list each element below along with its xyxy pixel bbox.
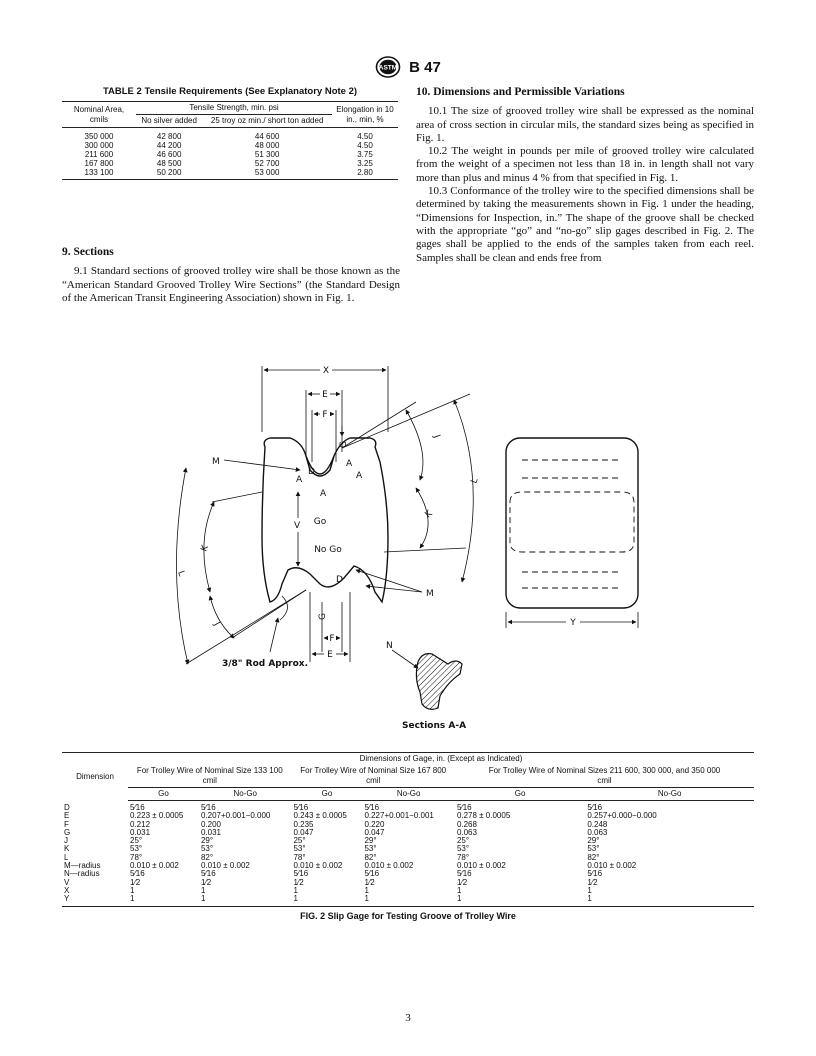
table-cell: 4.50 — [357, 141, 373, 150]
section-10 — [416, 86, 754, 265]
table-cell: 0.200 — [200, 819, 221, 829]
section-a-a — [386, 641, 466, 731]
table-row — [62, 150, 398, 159]
gage-side-view — [506, 438, 638, 608]
table-cell: 5⁄16 — [364, 803, 380, 812]
table-cell: 0.031 — [130, 827, 151, 837]
label-a-2: A — [346, 459, 353, 469]
table-cell: 78° — [456, 852, 470, 862]
table-row — [62, 837, 754, 845]
svg-text:K: K — [423, 508, 435, 521]
table-cell: 5⁄16 — [456, 869, 472, 879]
table-cell: 53° — [456, 844, 470, 854]
svg-text:L: L — [469, 476, 481, 486]
table-cell: 78° — [293, 852, 306, 862]
table-cell: 29° — [200, 836, 214, 846]
table-cell: 4.50 — [357, 132, 373, 141]
table-cell: 1 — [293, 885, 298, 895]
table-cell: 3.75 — [357, 150, 373, 159]
table-cell: 0.223 ± 0.0005 — [130, 811, 184, 821]
paragraph-10-1: 10.1 The size of grooved trolley wire shall be expressed as the nominal area of cross section in circular mils, the standard sizes being as specified in Fig. 1. — [416, 105, 754, 144]
table-cell: 1 — [128, 895, 199, 906]
table-cell: 44 200 — [156, 141, 182, 150]
table-cell: 44 600 — [254, 132, 280, 141]
table-cell: 3.25 — [357, 159, 373, 168]
table-cell: 1⁄2 — [200, 877, 212, 887]
svg-text:L: L — [175, 569, 187, 578]
angle-arcs-right — [342, 394, 481, 582]
table-cell: 0.278 ± 0.0005 — [456, 811, 511, 821]
dimension-label: F — [64, 819, 69, 829]
label-d-top: D — [308, 467, 315, 477]
table-cell: 0.010 ± 0.002 — [293, 861, 343, 871]
table-cell: 0.212 — [130, 819, 151, 829]
table-cell: 211 600 — [84, 150, 114, 159]
table-cell: 50 200 — [136, 168, 202, 180]
table-cell: 0.010 ± 0.002 — [130, 861, 179, 871]
leader-m-top — [212, 457, 300, 470]
table-cell: 78° — [130, 852, 143, 862]
label-a-3: A — [356, 471, 363, 481]
table-cell: 53° — [293, 844, 306, 854]
dimension-y — [506, 612, 638, 628]
tensile-strength-header: Tensile Strength, min. psi — [136, 102, 332, 115]
dimension-label: K — [64, 844, 70, 854]
table-cell: 1 — [587, 885, 592, 895]
tensile-table-caption: TABLE 2 Tensile Requirements (See Explanatory Note 2) — [102, 86, 358, 97]
dimension-label: M—radius — [64, 861, 101, 871]
paragraph-10-2: 10.2 The weight in pounds per mile of grooved trolley wire calculated from the weight of a specimen not less than 18 in. in length shall not vary more than plus and minus 4 % from that specified in Fig. 1. — [416, 145, 754, 184]
svg-text:3/8" Rod Approx.: 3/8" Rod Approx. — [222, 659, 309, 669]
table-row — [62, 821, 754, 829]
section-9 — [62, 246, 400, 305]
table-cell: 0.063 — [456, 827, 477, 837]
angle-arcs-left — [175, 468, 306, 664]
table-cell: 5⁄16 — [293, 869, 309, 879]
astm-logo — [375, 56, 401, 78]
table-cell: 0.047 — [293, 827, 314, 837]
table-row — [62, 879, 754, 887]
table-cell: 53° — [200, 844, 214, 854]
label-a-1: A — [296, 475, 303, 485]
figure-2-caption: FIG. 2 Slip Gage for Testing Groove of Trolley Wire — [300, 910, 516, 921]
table-cell: 1 — [364, 885, 369, 895]
table-cell: 1 — [585, 895, 754, 906]
document-header — [0, 56, 816, 78]
table-cell: 5⁄16 — [200, 803, 216, 812]
nogo-header-2: No-Go — [362, 788, 455, 801]
table-cell: 5⁄16 — [587, 803, 603, 812]
table-cell: 0.248 — [587, 819, 608, 829]
table-cell: 5⁄16 — [364, 869, 380, 879]
table-cell: 1 — [130, 885, 135, 895]
table-cell: 82° — [364, 852, 377, 862]
tensile-table-grid — [62, 101, 398, 180]
table-cell: 5⁄16 — [200, 869, 216, 879]
table-cell: 48 500 — [156, 159, 182, 168]
svg-text:M: M — [212, 457, 220, 467]
tensile-table — [62, 86, 398, 180]
table-cell: 42 800 — [156, 132, 182, 141]
table-cell: 5⁄16 — [587, 869, 603, 879]
nominal-area-header: Nominal Area, cmils — [62, 102, 136, 128]
table-row — [62, 128, 398, 142]
dimension-label: D — [64, 802, 70, 812]
svg-text:X: X — [322, 366, 330, 376]
gage-table-grid — [62, 752, 754, 907]
table-cell: 1⁄2 — [587, 877, 598, 887]
table-row — [62, 845, 754, 853]
svg-text:K: K — [199, 544, 211, 554]
table-cell: 53° — [587, 844, 600, 854]
dimension-label: X — [64, 885, 70, 895]
table-cell: 5⁄16 — [456, 803, 472, 812]
table-row — [62, 168, 398, 180]
table-cell: 51 300 — [254, 150, 280, 159]
no-silver-header: No silver added — [136, 115, 202, 128]
table-cell: 0.047 — [364, 827, 385, 837]
table-cell: 2.80 — [332, 168, 398, 180]
table-cell: 29° — [364, 836, 377, 846]
gage-dimensions-table — [62, 752, 754, 921]
table-row — [62, 141, 398, 150]
group-header-133100: For Trolley Wire of Nominal Size 133 100 cmil — [136, 766, 283, 785]
table-row — [62, 829, 754, 837]
paragraph-9-1: 9.1 Standard sections of grooved trolley wire shall be those known as the “American Standard Grooved Trolley Wire Sections” (the Standard Design of the American Transit Engineering Association) shown in Fig. 1. — [62, 265, 400, 304]
table-cell: 0.227+0.001−0.001 — [364, 811, 434, 821]
label-a-4: A — [320, 489, 327, 499]
table-cell: 25° — [456, 836, 470, 846]
dimension-header: Dimension — [62, 753, 128, 801]
table-cell: 0.063 — [587, 827, 608, 837]
table-cell: 1 — [200, 885, 206, 895]
group-header-large-sizes: For Trolley Wire of Nominal Sizes 211 600, 300 000, and 350 000 cmil — [488, 766, 721, 785]
table-cell: 5⁄16 — [130, 803, 145, 812]
svg-text:E: E — [327, 650, 333, 660]
table-cell: 48 000 — [254, 141, 280, 150]
table-cell: 82° — [200, 852, 214, 862]
dimension-bottom — [310, 592, 350, 662]
table-row — [62, 870, 754, 878]
table-cell: 0.010 ± 0.002 — [587, 861, 637, 871]
table-row — [62, 895, 754, 906]
table-cell: 29° — [587, 836, 600, 846]
dimension-label: G — [64, 827, 71, 837]
table-cell: 0.235 — [293, 819, 314, 829]
table-cell: 0.268 — [456, 819, 477, 829]
table-cell: 133 100 — [62, 168, 136, 180]
svg-text:Y: Y — [570, 618, 576, 628]
svg-text:J: J — [211, 620, 222, 628]
table-cell: 350 000 — [84, 132, 114, 141]
section-10-heading: 10. Dimensions and Permissible Variations — [416, 86, 625, 98]
designation: B 47 — [409, 58, 441, 76]
rod-callout — [222, 596, 308, 669]
dimension-label: V — [64, 877, 70, 887]
table-cell: 1⁄2 — [293, 877, 304, 887]
svg-text:ASTM: ASTM — [378, 64, 398, 72]
label-d-bottom: D — [336, 575, 343, 585]
svg-text:G: G — [318, 613, 328, 620]
svg-text:J: J — [431, 433, 442, 440]
label-n: N — [386, 641, 393, 651]
go-header-1: Go — [128, 788, 199, 801]
table-cell: 0.031 — [200, 827, 221, 837]
table-cell: 52 700 — [254, 159, 280, 168]
table-cell: 1 — [199, 895, 292, 906]
dimension-label: Y — [62, 895, 128, 906]
table-cell: 53° — [364, 844, 377, 854]
silver-header: 25 troy oz min./ short ton added — [202, 115, 332, 128]
page-number: 3 — [405, 1012, 411, 1024]
nogo-header-1: No-Go — [199, 788, 292, 801]
table-cell: 1 — [362, 895, 455, 906]
dimension-label: N—radius — [64, 869, 100, 879]
table-cell: 0.257+0.000−0.000 — [587, 811, 657, 821]
paragraph-10-3: 10.3 Conformance of the trolley wire to the specified dimensions shall be determined by taking the measurements shown in Fig. 1 under the heading, “Dimensions for Inspection, in.” The shape of the groove shall be checked with the appropriate “go” and “no-go” slip gages described in Fig. 2. The gages shall be applied to the ends of the samples taken from each reel. Samples shall be clean and ends free from — [416, 185, 754, 264]
table-cell: 1 — [455, 895, 585, 906]
svg-text:F: F — [329, 634, 335, 644]
label-go: Go — [313, 517, 327, 527]
table-cell: 167 800 — [84, 159, 114, 168]
sections-a-a-label: Sections A-A — [402, 721, 467, 731]
table-cell: 0.207+0.001−0.000 — [200, 811, 271, 821]
table-cell: 1⁄2 — [364, 877, 375, 887]
table-cell: 1⁄2 — [456, 877, 468, 887]
table-cell: 46 600 — [156, 150, 182, 159]
section-9-heading: 9. Sections — [62, 246, 114, 258]
table-cell: 25° — [293, 836, 306, 846]
table-cell: 53° — [130, 844, 143, 854]
table-row — [62, 862, 754, 870]
svg-text:F: F — [322, 410, 328, 420]
leader-m-bottom — [356, 570, 434, 599]
table-cell: 0.243 ± 0.0005 — [293, 811, 347, 821]
table-cell: 5⁄16 — [293, 803, 309, 812]
elongation-header: Elongation in 10 in., min, % — [332, 102, 398, 128]
table-row — [62, 887, 754, 895]
go-header-3: Go — [455, 788, 585, 801]
svg-text:G: G — [339, 441, 349, 448]
label-no-go: No Go — [314, 545, 342, 555]
table-cell: 0.220 — [364, 819, 385, 829]
nogo-header-3: No-Go — [585, 788, 754, 801]
table-cell: 1 — [456, 885, 462, 895]
svg-text:E: E — [322, 390, 328, 400]
table-cell: 1⁄2 — [130, 877, 141, 887]
table-cell: 25° — [130, 836, 143, 846]
slip-gage-figure — [170, 352, 690, 732]
table-cell: 53 000 — [202, 168, 332, 180]
table-cell: 5⁄16 — [130, 869, 145, 879]
table-cell: 300 000 — [84, 141, 114, 150]
svg-text:M: M — [426, 589, 434, 599]
table-cell: 82° — [587, 852, 600, 862]
table-cell: 0.010 ± 0.002 — [456, 861, 506, 871]
group-header-167800: For Trolley Wire of Nominal Size 167 800 cmil — [300, 766, 447, 785]
table-cell: 1 — [291, 895, 362, 906]
dimension-label: L — [64, 852, 69, 862]
svg-text:V: V — [294, 521, 301, 531]
go-header-2: Go — [291, 788, 362, 801]
dimension-v — [294, 492, 301, 566]
dimension-label: J — [64, 836, 68, 846]
table-row — [62, 812, 754, 820]
dimension-label: E — [64, 811, 70, 821]
table-cell: 0.010 ± 0.002 — [200, 861, 250, 871]
table-row — [62, 159, 398, 168]
gage-table-title: Dimensions of Gage, in. (Except as Indicated) — [128, 753, 754, 766]
table-cell: 0.010 ± 0.002 — [364, 861, 414, 871]
